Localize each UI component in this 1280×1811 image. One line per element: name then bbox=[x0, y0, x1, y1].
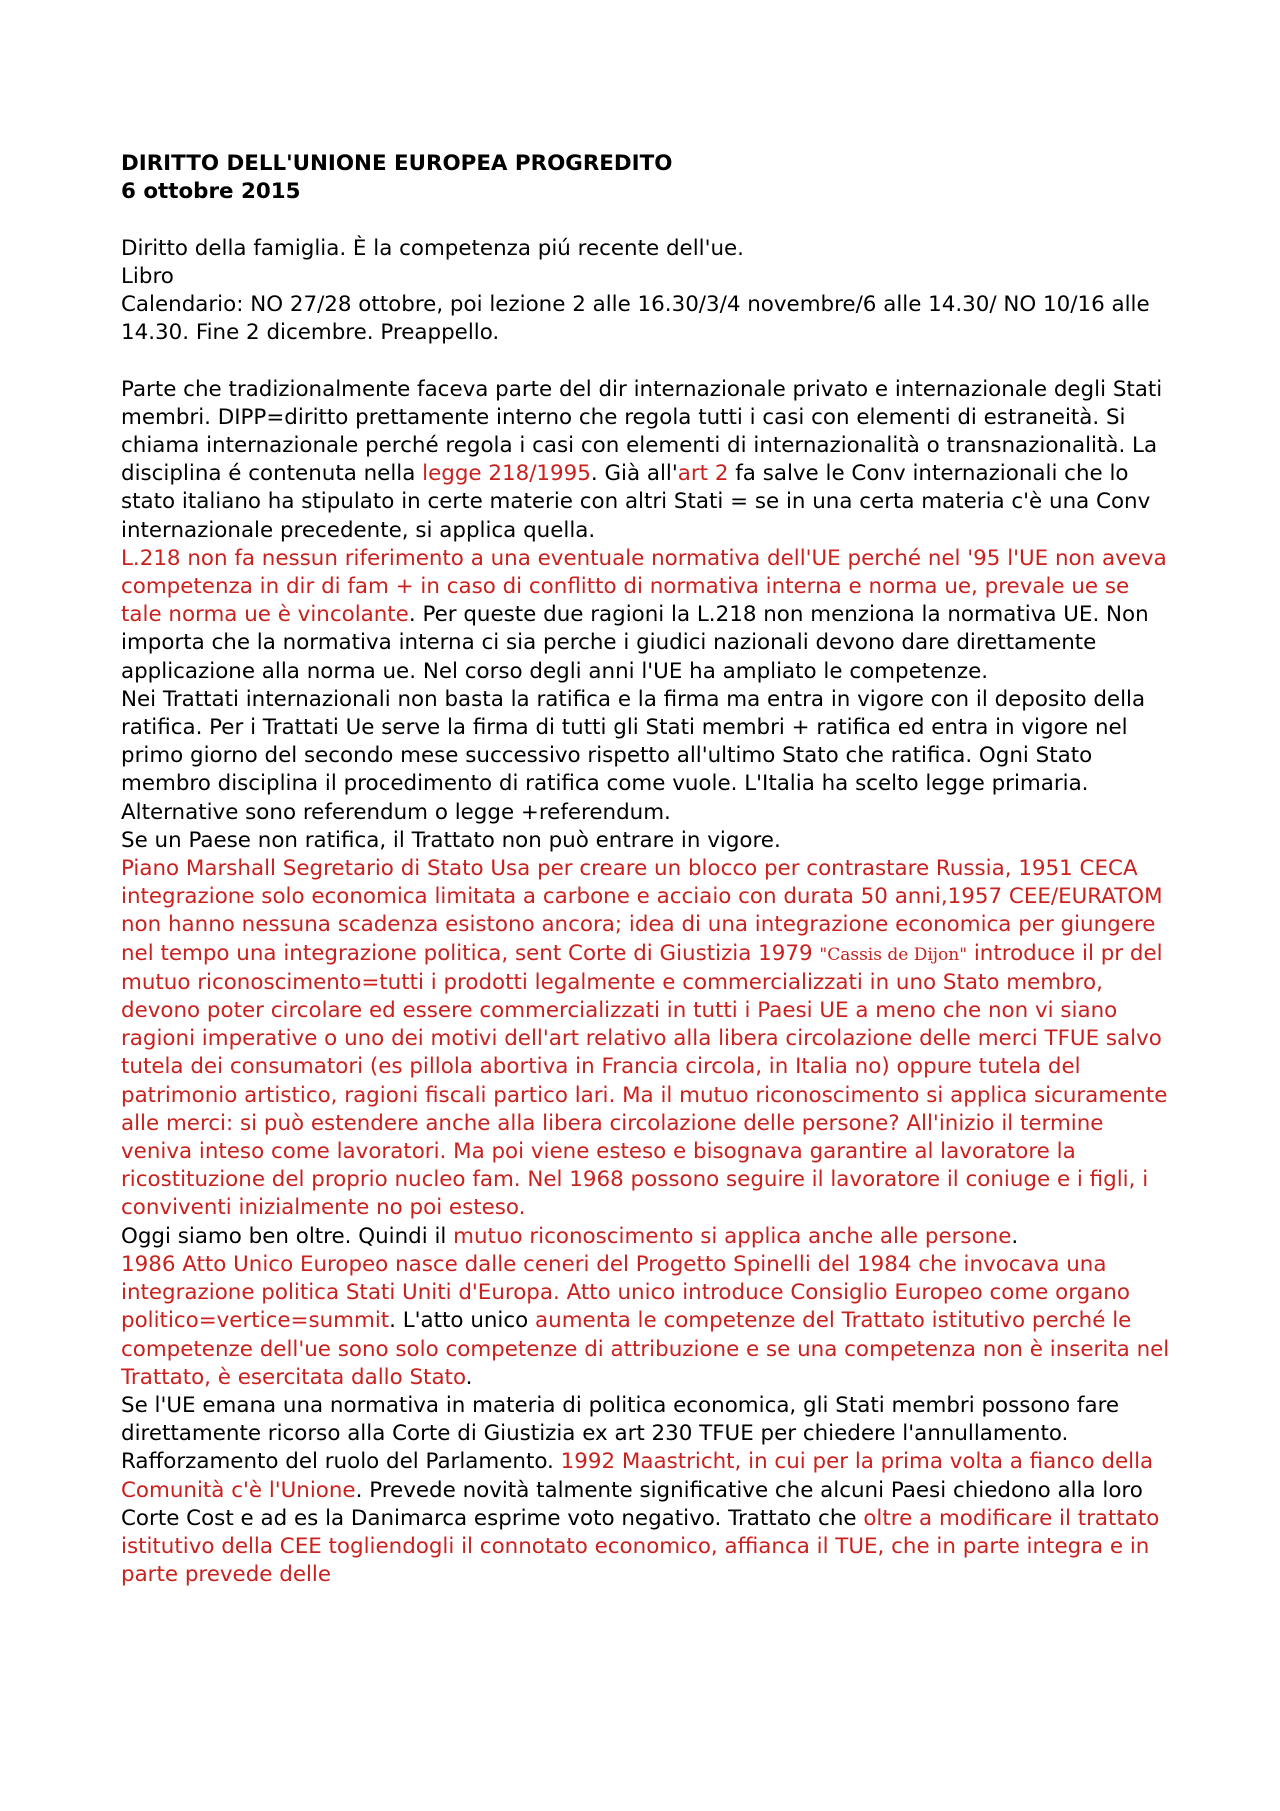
highlight-run: introduce il pr del mutuo riconoscimento=tutti i prodotti legalmente e commercializzati in uno Stato membro, devono poter circolare ed essere commercializzati in tutti i Paesi UE a meno che non vi siano ragioni imperative o uno dei motivi dell'art relativo alla libera circolazione delle merci TFUE salvo tutela dei consumatori (es pillola abortiva in Francia circola, in Italia no) oppure tutela del patrimonio artistico, ragioni fiscali partico lari. Ma il mutuo riconoscimento si applica sicuramente alle merci: si può estendere anche alla libera circolazione delle persone? All'inizio il termine veniva inteso come lavoratori. Ma poi viene esteso e bisognava garantire al lavoratore la ricostituzione del proprio nucleo fam. Nel 1968 possono seguire il lavoratore il coniuge e i figli, i conviventi inizialmente no poi esteso. bbox=[121, 940, 1168, 1221]
text-run: . Prevede novità talmente significative che alcuni Paesi chiedono alla loro Corte Cost e ad es la Danimarca esprime voto negativo. Trattato che bbox=[121, 1477, 1143, 1531]
text-run: . Già all' bbox=[590, 461, 678, 487]
paragraph-atto-unico bbox=[121, 1251, 1171, 1392]
paragraph-maastricht bbox=[121, 1392, 1171, 1589]
spacer bbox=[121, 206, 1171, 234]
highlight-run: mutuo riconoscimento si applica anche alle persone bbox=[453, 1223, 1012, 1249]
text-run: . bbox=[1011, 1223, 1019, 1249]
paragraph-oggi bbox=[121, 1223, 1171, 1251]
text-run: Parte che tradizionalmente faceva parte del dir internazionale privato e internazionale degli Stati membri. DIPP=diritto prettamente interno che regola tutti i casi con elementi di estraneità. Si chiama internazionale perché regola i casi con elementi di internazionalità o transnazionalità. La disciplina é contenuta nella bbox=[121, 376, 1163, 487]
intro-calendar: Calendario: NO 27/28 ottobre, poi lezione 2 alle 16.30/3/4 novembre/6 alle 14.30/ NO 10/16 alle 14.30. Fine 2 dicembre. Preappello. bbox=[121, 292, 1150, 346]
text-run: . Per queste due ragioni la L.218 non menziona la normativa UE. Non importa che la normativa interna ci sia perche i giudici nazionali devono dare direttamente applicazione alla norma ue. Nel corso degli anni l'UE ha ampliato le competenze. bbox=[121, 602, 1149, 684]
text-run: Se l'UE emana una normativa in materia di politica economica, gli Stati membri possono fare direttamente ricorso alla Corte di Giustizia ex art 230 TFUE per chiedere l'annullamento. Rafforzamento del ruolo del Parlamento. bbox=[121, 1392, 1120, 1475]
document-title: DIRITTO DELL'UNIONE EUROPEA PROGREDITO bbox=[121, 151, 673, 176]
paragraph-trattati: Nei Trattati internazionali non basta la ratifica e la firma ma entra in vigore con il deposito della ratifica. Per i Trattati Ue serve la firma di tutti gli Stati membri + ratifica ed entra in vigore nel primo giorno del secondo mese successivo rispetto all'ultimo Stato che ratifica. Ogni Stato membro disciplina il procedimento di ratifica come vuole. L'Italia ha scelto legge primaria. Alternative sono referendum o legge +referendum. bbox=[121, 686, 1146, 825]
text-run: Oggi siamo ben oltre. Quindi il bbox=[121, 1223, 454, 1249]
highlight-run: 1986 Atto Unico Europeo nasce dalle ceneri del Progetto Spinelli del 1984 che invocava una integrazione politica Stati Uniti d'Europa. Atto unico introduce Consiglio Europeo come organo politico=vertice=summit bbox=[121, 1251, 1130, 1334]
highlight-run: art 2 bbox=[677, 461, 729, 487]
highlight-run: legge 218/1995 bbox=[422, 461, 591, 487]
paragraph-storia bbox=[121, 855, 1171, 1223]
intro-line-2: Libro bbox=[121, 263, 174, 289]
paragraph-dipp bbox=[121, 376, 1171, 545]
highlight-run: 1992 Maastricht, in cui per la prima volta a fianco della Comunità c'è l'Unione bbox=[121, 1449, 1154, 1503]
highlight-run: aumenta le competenze del Trattato istitutivo perché le competenze dell'ue sono solo competenze di attribuzione e se una competenza non è inserita nel Trattato, è esercitata dallo Stato bbox=[121, 1308, 1170, 1390]
highlight-run: L.218 non fa nessun riferimento a una eventuale normativa dell'UE perché nel '95 l'UE non aveva competenza in dir di fam + in caso di conflitto di normativa interna e norma ue, prevale ue se tale norma ue è vincolante bbox=[121, 545, 1167, 628]
document-page bbox=[121, 150, 1171, 1589]
paragraph-l218 bbox=[121, 545, 1171, 686]
paragraph-ratifica: Se un Paese non ratifica, il Trattato non può entrare in vigore. bbox=[121, 827, 781, 853]
highlight-run: oltre a modificare il trattato istitutivo della CEE togliendogli il connotato economico, affianca il TUE, che in parte integra e in parte prevede delle bbox=[121, 1505, 1160, 1588]
document-date: 6 ottobre 2015 bbox=[121, 179, 301, 205]
text-run: . L'atto unico bbox=[389, 1308, 536, 1334]
highlight-run-serif: "Cassis de Dijon" bbox=[819, 944, 968, 965]
text-run: . bbox=[465, 1364, 473, 1390]
spacer bbox=[121, 347, 1171, 375]
text-run: fa salve le Conv internazionali che lo stato italiano ha stipulato in certe materie con altri Stati = se in una certa materia c'è una Conv internazionale precedente, si applica quella. bbox=[121, 461, 1151, 543]
highlight-run: Piano Marshall Segretario di Stato Usa per creare un blocco per contrastare Russia, 1951 CECA integrazione solo economica limitata a carbone e acciaio con durata 50 anni,1957 CEE/EURATOM non hanno nessuna scadenza esistono ancora; idea di una integrazione economica per giungere nel tempo una integrazione politica, sent Corte di Giustizia 1979 bbox=[121, 856, 1163, 966]
intro-line-1: Diritto della famiglia. È la competenza piú recente dell'ue. bbox=[121, 235, 744, 261]
